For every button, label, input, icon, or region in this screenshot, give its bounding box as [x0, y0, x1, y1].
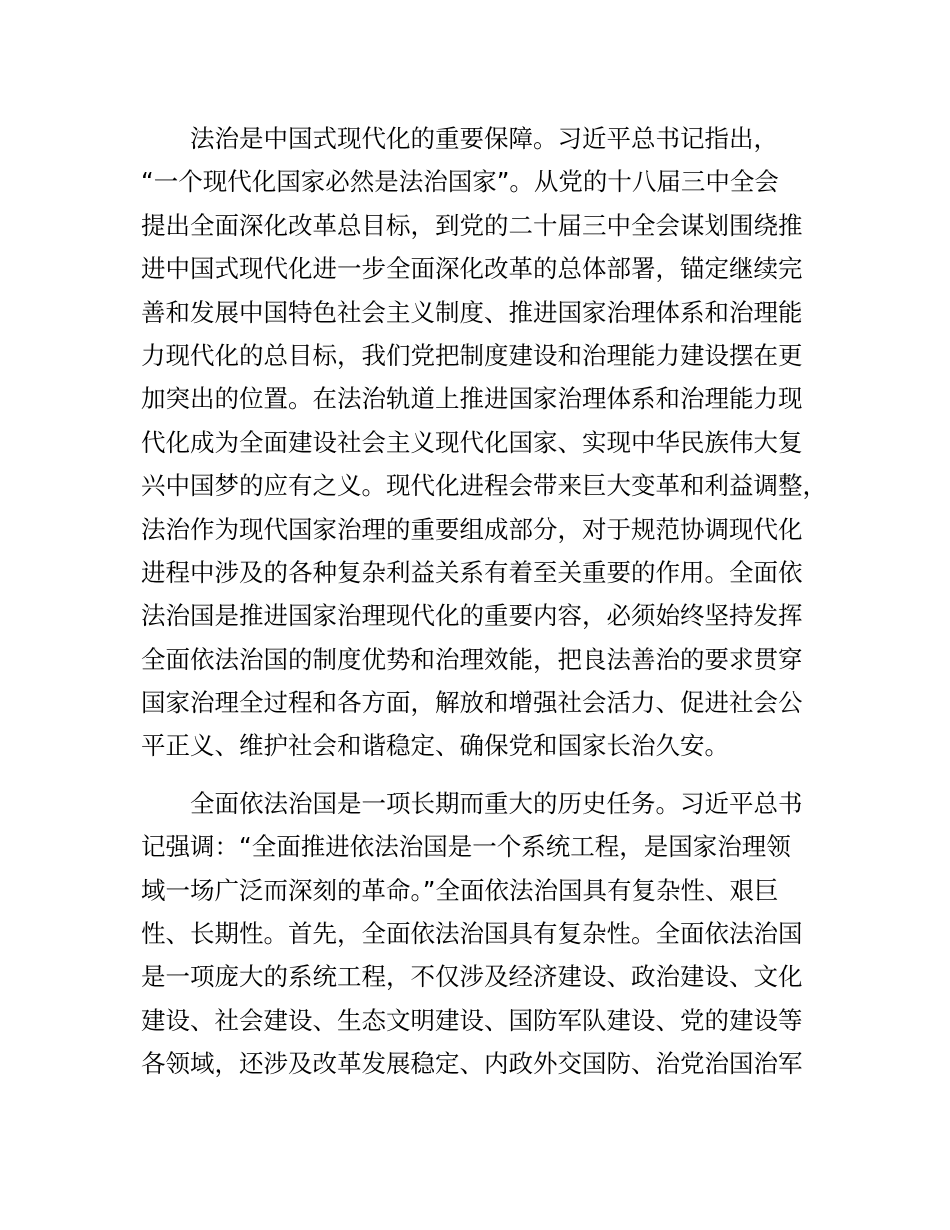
paragraph-2: [141, 782, 831, 1086]
text-line: 平正义、维护社会和谐稳定、确保党和国家长治久安。: [141, 731, 729, 761]
text-line: 法治是中国式现代化的重要保障。习近平总书记指出，: [190, 124, 778, 153]
paragraph-1: [141, 117, 831, 768]
text-line: 记强调：“全面推进依法治国是一个系统工程，是国家治理领: [141, 832, 791, 862]
text-line: 进中国式现代化进一步全面深化改革的总体部署，锚定继续完: [141, 254, 803, 284]
text-line: 全面依法治国是一项长期而重大的历史任务。习近平总书: [190, 788, 803, 818]
text-line: 代化成为全面建设社会主义现代化国家、实现中华民族伟大复: [141, 427, 803, 457]
text-line: 全面依法治国的制度优势和治理效能，把良法善治的要求贯穿: [141, 644, 803, 674]
text-line: 法治作为现代国家治理的重要组成部分，对于规范协调现代化: [141, 514, 803, 544]
document-body: [141, 117, 831, 1086]
text-line: 力现代化的总目标，我们党把制度建设和治理能力建设摆在更: [141, 340, 803, 370]
text-line: 建设、社会建设、生态文明建设、国防军队建设、党的建设等: [141, 1005, 803, 1035]
text-line: “一个现代化国家必然是法治国家”。从党的十八届三中全会: [141, 167, 779, 197]
text-line: 国家治理全过程和各方面，解放和增强社会活力、促进社会公: [141, 688, 803, 718]
text-line: 善和发展中国特色社会主义制度、推进国家治理体系和治理能: [141, 297, 803, 327]
text-line: 性、长期性。首先，全面依法治国具有复杂性。全面依法治国: [141, 919, 803, 949]
text-line: 进程中涉及的各种复杂利益关系有着至关重要的作用。全面依: [141, 557, 803, 587]
paragraph-spacer: [141, 768, 831, 782]
text-line: 域一场广泛而深刻的革命。”全面依法治国具有复杂性、艰巨: [141, 875, 779, 905]
text-line: 提出全面深化改革总目标，到党的二十届三中全会谋划围绕推: [141, 210, 803, 240]
text-line: 各领域，还涉及改革发展稳定、内政外交国防、治党治国治军: [141, 1049, 803, 1079]
text-line: 加突出的位置。在法治轨道上推进国家治理体系和治理能力现: [141, 384, 803, 414]
text-line: 兴中国梦的应有之义。现代化进程会带来巨大变革和利益调整，: [141, 471, 827, 501]
text-line: 法治国是推进国家治理现代化的重要内容，必须始终坚持发挥: [141, 601, 803, 631]
text-line: 是一项庞大的系统工程，不仅涉及经济建设、政治建设、文化: [141, 962, 803, 992]
